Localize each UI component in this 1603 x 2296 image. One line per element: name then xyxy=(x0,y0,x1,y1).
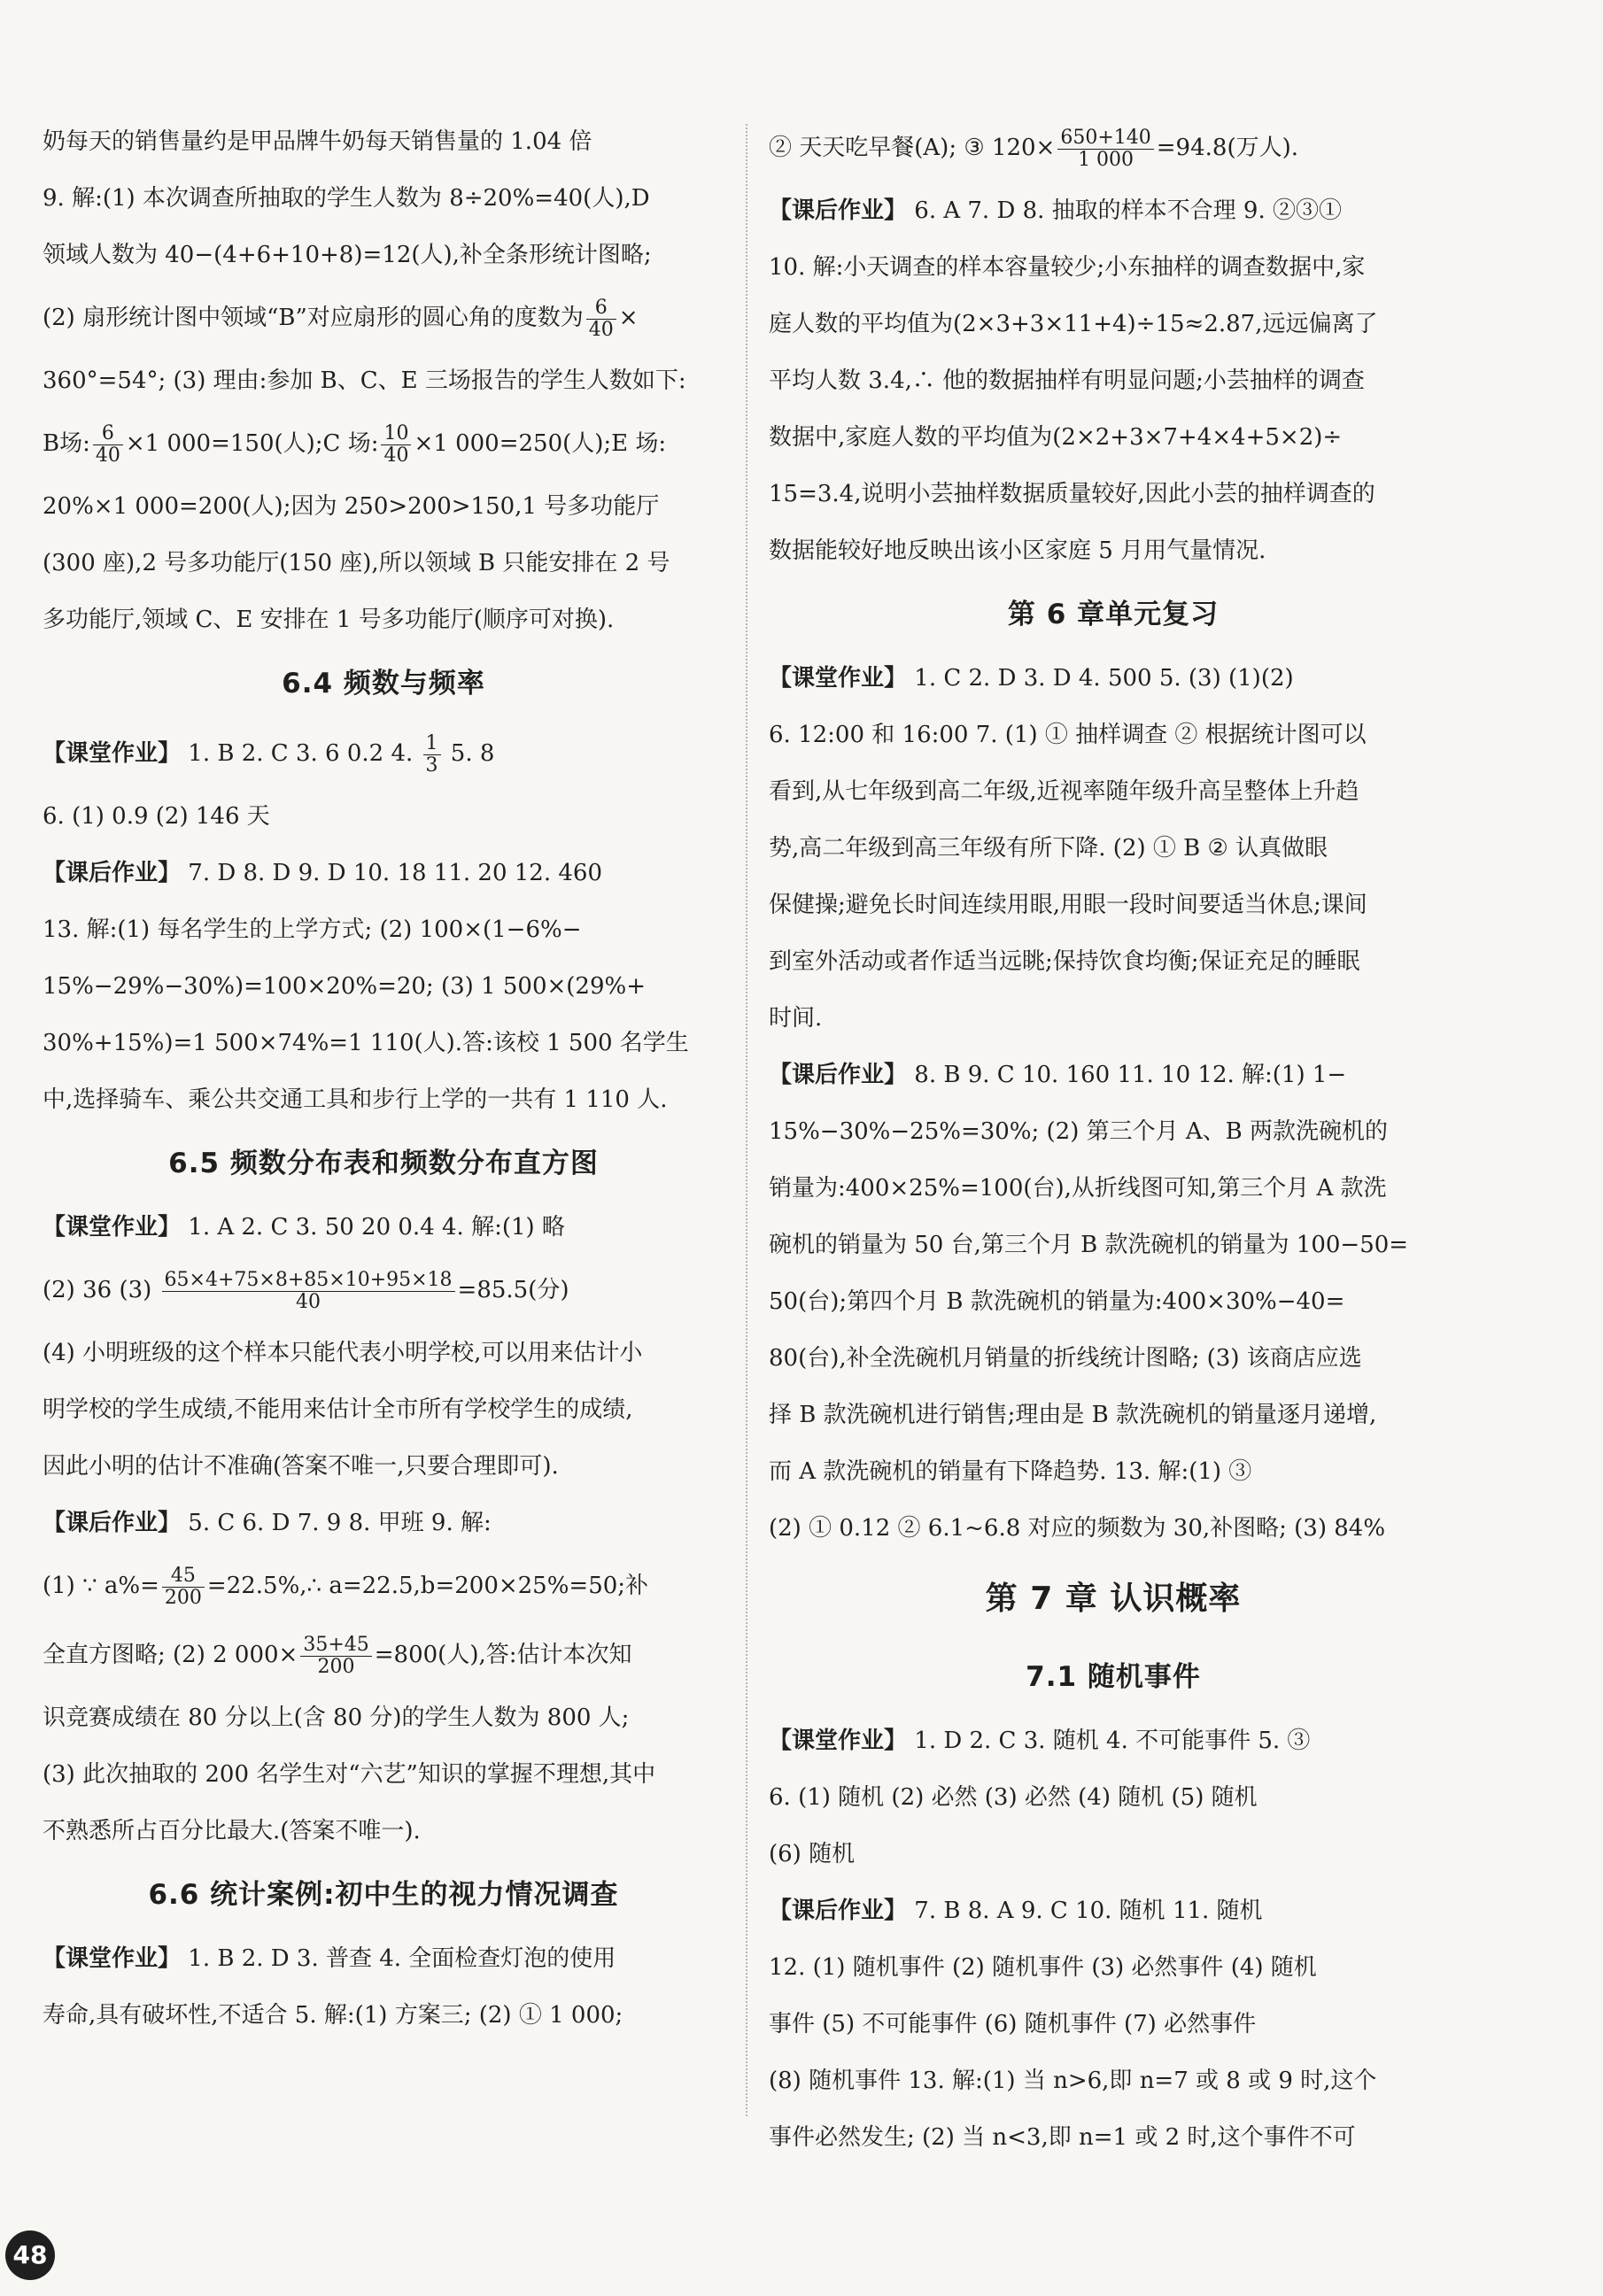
text-line: 【课后作业】 7. B 8. A 9. C 10. 随机 11. 随机 xyxy=(769,1898,1263,1924)
fraction: $\frac{10}{40}$ xyxy=(381,423,411,467)
text-line: 明学校的学生成绩,不能用来估计全市所有学校学生的成绩, xyxy=(43,1396,633,1423)
label-tag: 【课堂作业】 xyxy=(769,665,908,692)
label-tag: 【课堂作业】 xyxy=(769,1728,908,1754)
text-line: 12. (1) 随机事件 (2) 随机事件 (3) 必然事件 (4) 随机 xyxy=(769,1954,1317,1981)
fraction: $\frac{6}{40}$ xyxy=(93,423,123,467)
chapter-heading: 第 7 章 认识概率 xyxy=(985,1581,1242,1617)
text-line: 奶每天的销售量约是甲品牌牛奶每天销售量的 1.04 倍 xyxy=(43,128,592,155)
text-line: 势,高二年级到高三年级有所下降. (2) ① B ② 认真做眼 xyxy=(769,835,1328,862)
text-line: 而 A 款洗碗机的销量有下降趋势. 13. 解:(1) ③ xyxy=(769,1458,1252,1485)
label-tag: 【课堂作业】 xyxy=(43,1945,182,1972)
text-line: 10. 解:小天调查的样本容量较少;小东抽样的调查数据中,家 xyxy=(769,254,1366,281)
text-line: (300 座),2 号多功能厅(150 座),所以领域 B 只能安排在 2 号 xyxy=(43,550,670,576)
text-line: 平均人数 3.4,∴ 他的数据抽样有明显问题;小芸抽样的调查 xyxy=(769,367,1365,394)
right-column xyxy=(769,113,1458,2166)
fraction: $\frac{6}{40}$ xyxy=(586,298,616,341)
text-line: (3) 此次抽取的 200 名学生对“六艺”知识的掌握不理想,其中 xyxy=(43,1761,656,1788)
section-heading: 6.5 频数分布表和频数分布直方图 xyxy=(168,1148,599,1179)
fraction: $\frac{650+140}{1 000}$ xyxy=(1057,128,1153,171)
text-line: 择 B 款洗碗机进行销售;理由是 B 款洗碗机的销量逐月递增, xyxy=(769,1402,1377,1428)
section-heading: 7.1 随机事件 xyxy=(1026,1661,1201,1693)
text-line: 6. (1) 0.9 (2) 146 天 xyxy=(43,803,270,830)
fraction: $\frac{45}{200}$ xyxy=(162,1565,205,1609)
text-line: (4) 小明班级的这个样本只能代表小明学校,可以用来估计小 xyxy=(43,1340,643,1366)
page-number: 48 xyxy=(5,2230,55,2280)
text-line: 数据中,家庭人数的平均值为(2×2+3×7+4×4+5×2)÷ xyxy=(769,424,1343,451)
text-line: 【课堂作业】 1. C 2. D 3. D 4. 500 5. (3) (1)(2) xyxy=(769,665,1294,692)
text-line: 15=3.4,说明小芸抽样数据质量较好,因此小芸的抽样调查的 xyxy=(769,481,1375,507)
label-tag: 【课堂作业】 xyxy=(43,740,182,767)
fraction: $\frac{35+45}{200}$ xyxy=(300,1635,371,1678)
text-line: 【课堂作业】 1. B 2. C 3. 6 0.2 4. $\frac{1}{3}$ 5. 8 xyxy=(43,731,495,777)
text-line: 【课后作业】 5. C 6. D 7. 9 8. 甲班 9. 解: xyxy=(43,1510,492,1536)
text-line: 寿命,具有破坏性,不适合 5. 解:(1) 方案三; (2) ① 1 000; xyxy=(43,2002,623,2029)
text-line: (6) 随机 xyxy=(769,1841,856,1867)
section-heading: 6.4 频数与频率 xyxy=(282,668,485,700)
label-tag: 【课后作业】 xyxy=(769,197,908,224)
label-tag: 【课后作业】 xyxy=(769,1062,908,1088)
column-divider xyxy=(746,124,747,2116)
text-line: 30%+15%)=1 500×74%=1 110(人).答:该校 1 500 名学生 xyxy=(43,1030,689,1056)
text-line: 时间. xyxy=(769,1005,823,1032)
text-line: 【课后作业】 6. A 7. D 8. 抽取的样本不合理 9. ②③① xyxy=(769,197,1342,224)
text-line: 看到,从七年级到高二年级,近视率随年级升高呈整体上升趋 xyxy=(769,778,1359,805)
text-line: 保健操;避免长时间连续用眼,用眼一段时间要适当休息;课间 xyxy=(769,892,1367,918)
text-line: 【课后作业】 7. D 8. D 9. D 10. 18 11. 20 12. 460 xyxy=(43,860,602,886)
text-line: 【课堂作业】 1. B 2. D 3. 普查 4. 全面检查灯泡的使用 xyxy=(43,1945,616,1972)
label-tag: 【课后作业】 xyxy=(43,1510,182,1536)
text-line: 事件必然发生; (2) 当 n<3,即 n=1 或 2 时,这个事件不可 xyxy=(769,2124,1356,2151)
text-line: ② 天天吃早餐(A); ③ 120× $\frac{650+140}{1 000}$ =94.8(万人). xyxy=(769,126,1298,171)
text-line: 到室外活动或者作适当远眺;保持饮食均衡;保证充足的睡眠 xyxy=(769,948,1360,975)
section-heading: 6.6 统计案例:初中生的视力情况调查 xyxy=(148,1879,619,1911)
text-line: 数据能较好地反映出该小区家庭 5 月用气量情况. xyxy=(769,537,1266,564)
fraction: $\frac{65\times 4+75\times 8+85\times 10+95\times 18}{40}$ xyxy=(162,1270,455,1313)
label-tag: 【课后作业】 xyxy=(769,1898,908,1924)
text-line: 【课堂作业】 1. A 2. C 3. 50 20 0.4 4. 解:(1) 略 xyxy=(43,1214,565,1241)
text-line: B场: $\frac{6}{40}$ ×1 000=150(人);C 场: $\frac{10}{40}$ ×1 000=250(人);E 场: xyxy=(43,421,667,467)
text-line: 因此小明的估计不准确(答案不唯一,只要合理即可). xyxy=(43,1453,559,1480)
section-heading: 第 6 章单元复习 xyxy=(1007,599,1220,630)
text-line: 销量为:400×25%=100(台),从折线图可知,第三个月 A 款洗 xyxy=(769,1175,1387,1202)
text-line: (2) 36 (3) $\frac{65\times 4+75\times 8+85\times 10+95\times 18}{40}$ =85.5(分) xyxy=(43,1268,569,1313)
text-line: (2) ① 0.12 ② 6.1~6.8 对应的频数为 30,补图略; (3) 84% xyxy=(769,1515,1386,1542)
text-line: 15%−30%−25%=30%; (2) 第三个月 A、B 两款洗碗机的 xyxy=(769,1118,1389,1145)
text-line: 碗机的销量为 50 台,第三个月 B 款洗碗机的销量为 100−50= xyxy=(769,1232,1409,1258)
text-line: 6. (1) 随机 (2) 必然 (3) 必然 (4) 随机 (5) 随机 xyxy=(769,1784,1258,1811)
text-line: 多功能厅,领域 C、E 安排在 1 号多功能厅(顺序可对换). xyxy=(43,607,615,633)
text-line: 事件 (5) 不可能事件 (6) 随机事件 (7) 必然事件 xyxy=(769,2011,1257,2037)
text-line: 15%−29%−30%)=100×20%=20; (3) 1 500×(29%+ xyxy=(43,973,646,1000)
fraction: $\frac{1}{3}$ xyxy=(423,733,441,777)
text-line: 9. 解:(1) 本次调查所抽取的学生人数为 8÷20%=40(人),D xyxy=(43,185,650,212)
text-line: 领域人数为 40−(4+6+10+8)=12(人),补全条形统计图略; xyxy=(43,242,652,268)
text-line: 13. 解:(1) 每名学生的上学方式; (2) 100×(1−6%− xyxy=(43,916,582,943)
label-tag: 【课堂作业】 xyxy=(43,1214,182,1241)
text-line: 【课堂作业】 1. D 2. C 3. 随机 4. 不可能事件 5. ③ xyxy=(769,1728,1311,1754)
text-line: (2) 扇形统计图中领域“B”对应扇形的圆心角的度数为 $\frac{6}{40}$ × xyxy=(43,296,639,341)
text-line: 6. 12:00 和 16:00 7. (1) ① 抽样调查 ② 根据统计图可以 xyxy=(769,722,1367,748)
text-line: (1) ∵ a%= $\frac{45}{200}$ =22.5%,∴ a=22.5,b=200×25%=50;补 xyxy=(43,1564,649,1609)
text-line: 360°=54°; (3) 理由:参加 B、C、E 三场报告的学生人数如下: xyxy=(43,367,686,394)
text-line: 中,选择骑车、乘公共交通工具和步行上学的一共有 1 110 人. xyxy=(43,1086,668,1113)
text-line: 全直方图略; (2) 2 000× $\frac{35+45}{200}$ =800(人),答:估计本次知 xyxy=(43,1633,632,1678)
text-line: (8) 随机事件 13. 解:(1) 当 n>6,即 n=7 或 8 或 9 时,这个 xyxy=(769,2068,1377,2094)
text-line: 不熟悉所占百分比最大.(答案不唯一). xyxy=(43,1818,421,1844)
label-tag: 【课后作业】 xyxy=(43,860,182,886)
left-column xyxy=(43,113,724,2044)
text-line: 【课后作业】 8. B 9. C 10. 160 11. 10 12. 解:(1) 1− xyxy=(769,1062,1347,1088)
text-line: 80(台),补全洗碗机月销量的折线统计图略; (3) 该商店应选 xyxy=(769,1345,1362,1372)
text-line: 20%×1 000=200(人);因为 250>200>150,1 号多功能厅 xyxy=(43,493,660,520)
text-line: 50(台);第四个月 B 款洗碗机的销量为:400×30%−40= xyxy=(769,1288,1345,1315)
text-line: 识竞赛成绩在 80 分以上(含 80 分)的学生人数为 800 人; xyxy=(43,1705,630,1731)
text-line: 庭人数的平均值为(2×3+3×11+4)÷15≈2.87,远远偏离了 xyxy=(769,311,1378,337)
